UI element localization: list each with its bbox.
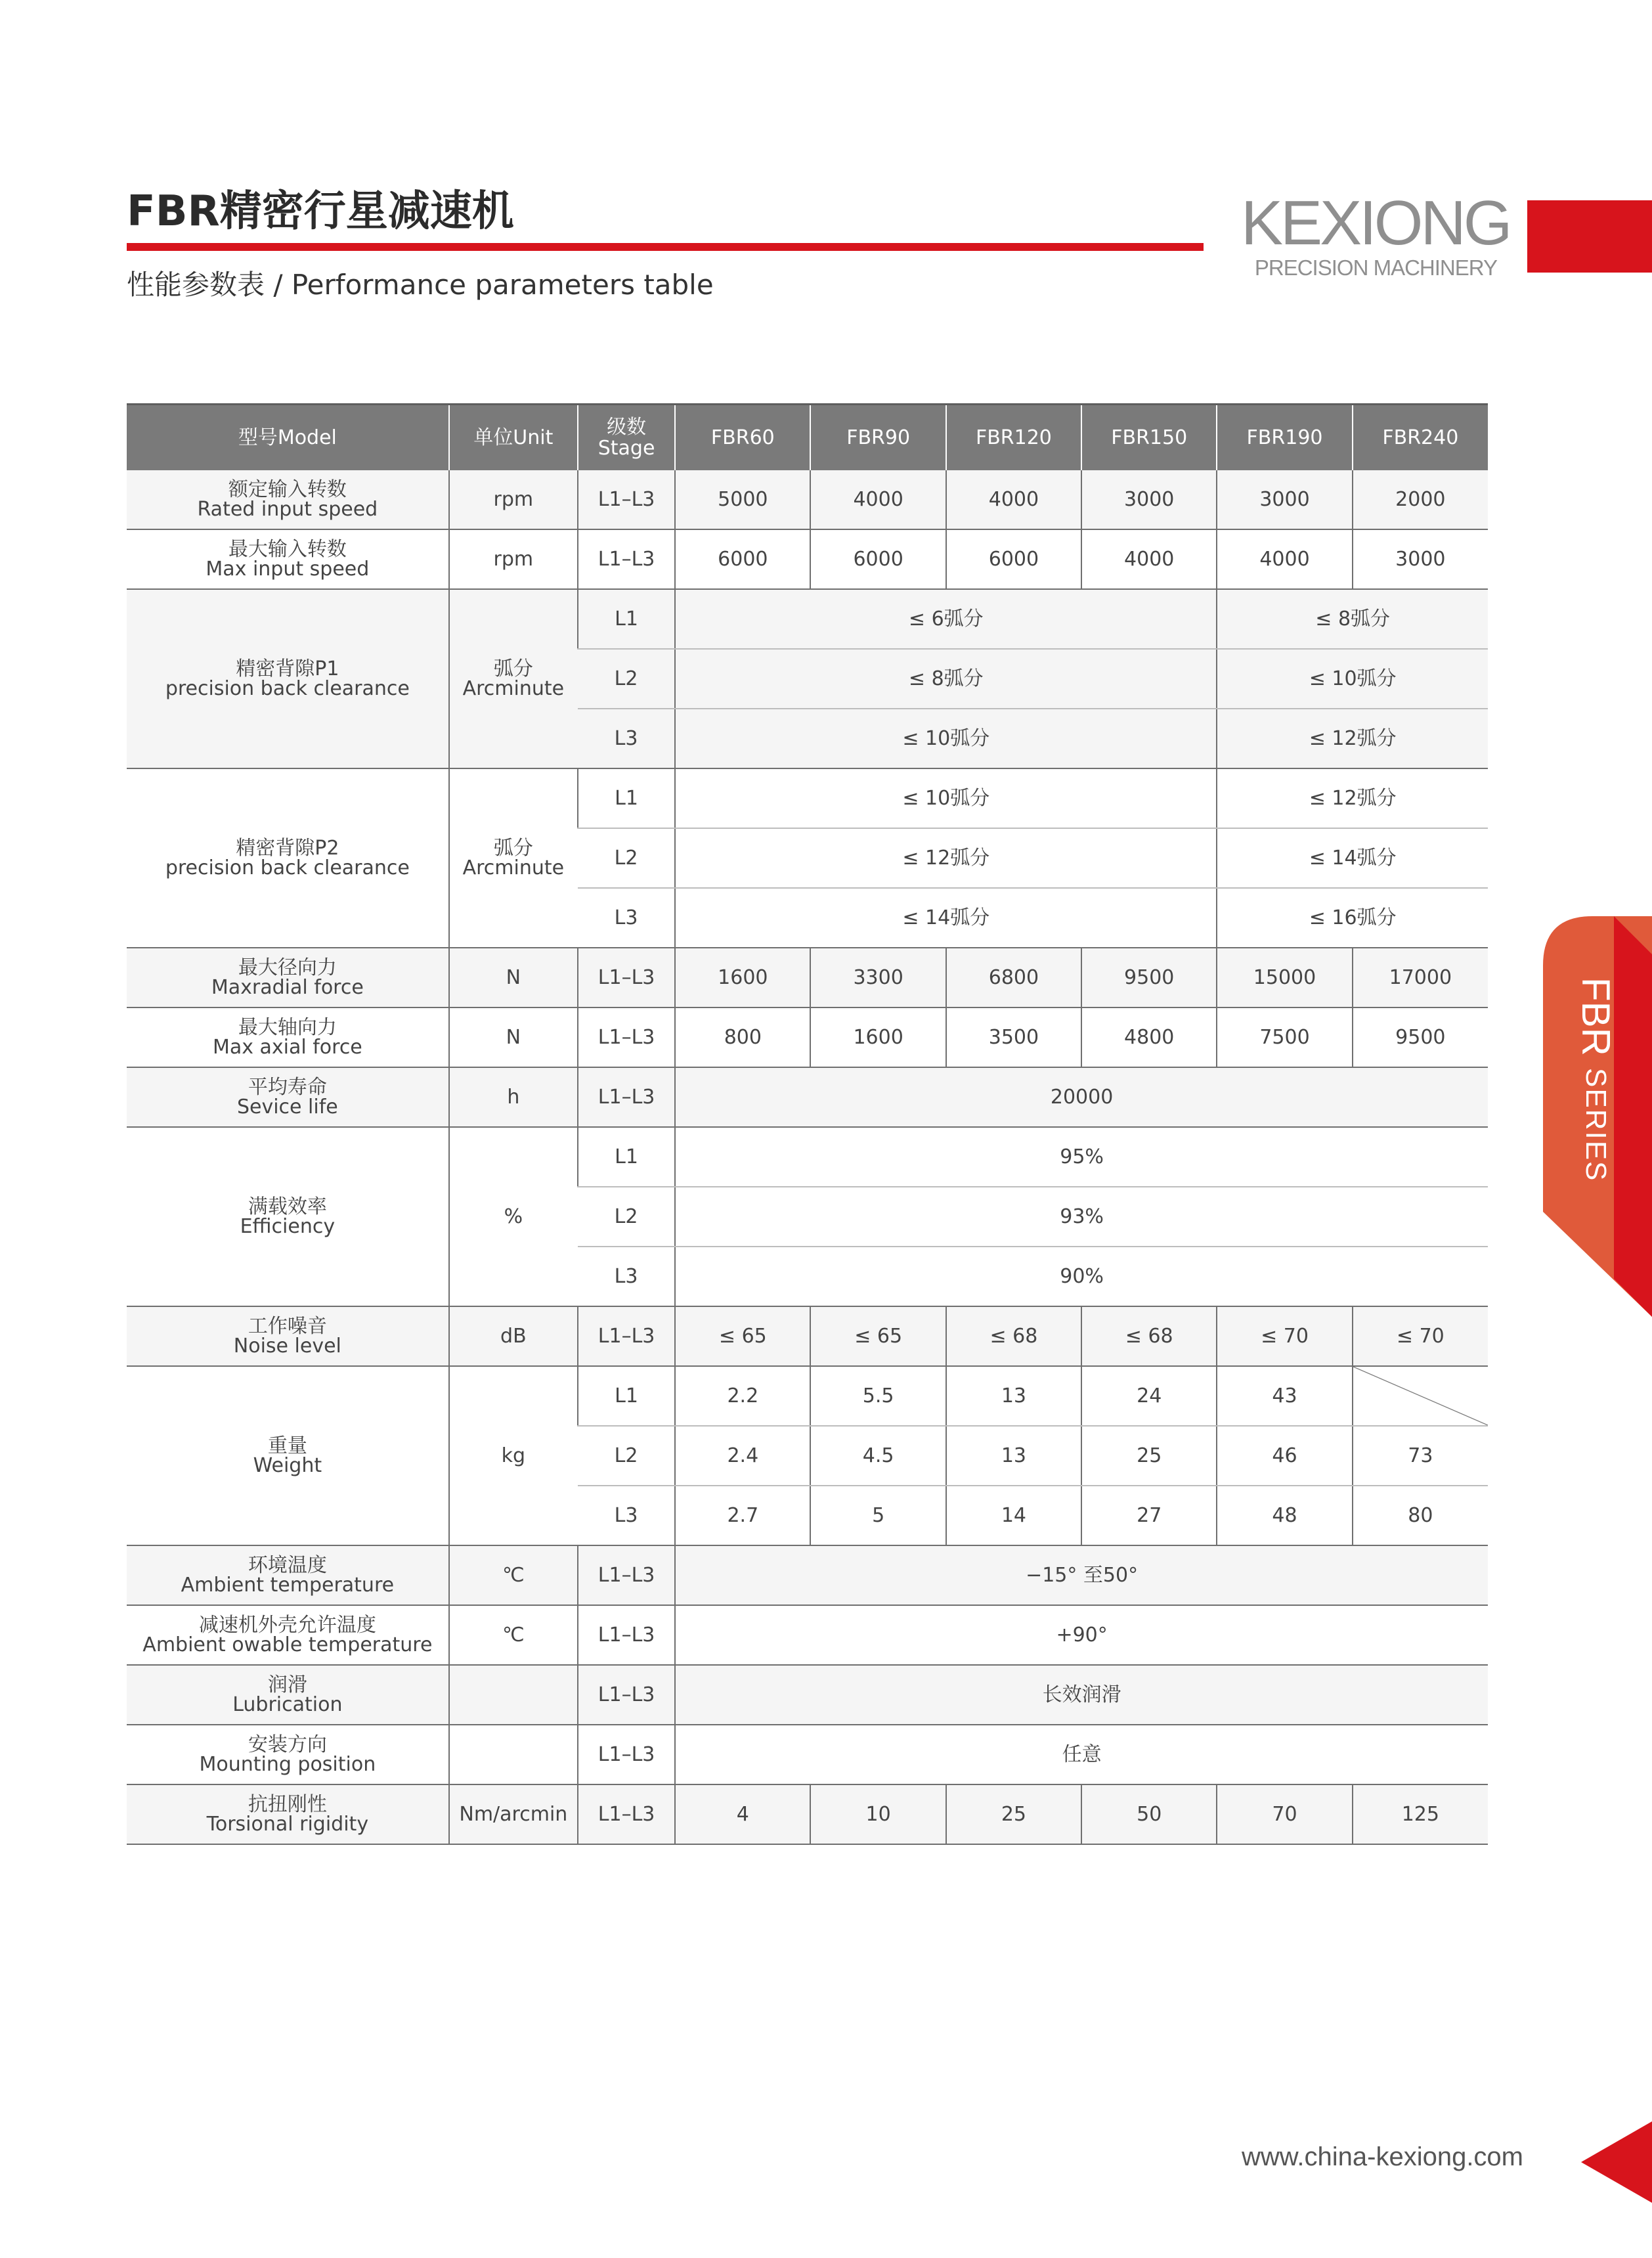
value-cell: ≤ 10弧分	[675, 768, 1217, 828]
value-cell: 93%	[675, 1187, 1488, 1247]
value-cell: 9500	[1353, 1007, 1488, 1067]
value-cell: 27	[1081, 1486, 1217, 1545]
stage-cell: L3	[578, 888, 675, 948]
unit-cell: ℃	[449, 1545, 578, 1605]
col-header-model: 型号Model	[127, 405, 449, 471]
value-cell: 4	[675, 1784, 810, 1844]
value-cell: 4800	[1081, 1007, 1217, 1067]
value-cell: ≤ 6弧分	[675, 589, 1217, 649]
value-cell: 43	[1217, 1366, 1352, 1426]
unit-cell: 弧分 Arcminute	[449, 768, 578, 948]
value-cell: 3000	[1217, 470, 1352, 529]
value-cell: 9500	[1081, 948, 1217, 1007]
table-row	[127, 470, 1488, 529]
value-cell: 4000	[946, 470, 1081, 529]
stage-cell: L1–L3	[578, 1545, 675, 1605]
stage-cell: L1–L3	[578, 1067, 675, 1127]
value-cell: 2.7	[675, 1486, 810, 1545]
page-subtitle: 性能参数表 / Performance parameters table	[127, 269, 714, 301]
param-label: 满载效率 Efficiency	[127, 1127, 449, 1306]
stage-cell: L1–L3	[578, 948, 675, 1007]
value-cell: 1600	[810, 1007, 946, 1067]
table-row	[127, 1725, 1488, 1784]
unit-cell: N	[449, 1007, 578, 1067]
value-cell: 3500	[946, 1007, 1081, 1067]
stage-cell: L1–L3	[578, 1784, 675, 1844]
unit-cell: dB	[449, 1306, 578, 1366]
table-row	[127, 1366, 1488, 1426]
performance-table	[127, 403, 1488, 1845]
col-header-fbr60: FBR60	[675, 405, 810, 471]
value-cell: ≤ 70	[1217, 1306, 1352, 1366]
col-header-fbr90: FBR90	[810, 405, 946, 471]
value-cell: 15000	[1217, 948, 1352, 1007]
param-label: 润滑 Lubrication	[127, 1665, 449, 1725]
value-cell: ≤ 65	[810, 1306, 946, 1366]
value-cell: 125	[1353, 1784, 1488, 1844]
series-tab-main: FBR	[1574, 977, 1618, 1056]
unit-cell: %	[449, 1127, 578, 1306]
table-row	[127, 1545, 1488, 1605]
value-cell: ≤ 12弧分	[1217, 768, 1488, 828]
value-cell: 4.5	[810, 1426, 946, 1486]
value-cell: 25	[1081, 1426, 1217, 1486]
param-label: 抗扭刚性 Torsional rigidity	[127, 1784, 449, 1844]
table-header-row	[127, 405, 1488, 471]
unit-cell: ℃	[449, 1605, 578, 1665]
corner-accent-block	[1527, 200, 1652, 273]
value-cell: 4000	[1081, 529, 1217, 589]
value-cell: 2.2	[675, 1366, 810, 1426]
value-cell: 5000	[675, 470, 810, 529]
value-cell: 长效润滑	[675, 1665, 1488, 1725]
value-cell: 任意	[675, 1725, 1488, 1784]
unit-cell: 弧分 Arcminute	[449, 589, 578, 768]
param-label: 最大径向力 Maxradial force	[127, 948, 449, 1007]
stage-cell: L1–L3	[578, 1605, 675, 1665]
col-header-unit: 单位Unit	[449, 405, 578, 471]
value-cell: 2.4	[675, 1426, 810, 1486]
stage-cell: L1–L3	[578, 1007, 675, 1067]
value-cell: ≤ 14弧分	[1217, 828, 1488, 888]
value-cell: 800	[675, 1007, 810, 1067]
value-cell: 2000	[1353, 470, 1488, 529]
value-cell: 70	[1217, 1784, 1352, 1844]
brand-logo: KEXIONG	[1241, 188, 1510, 258]
table-row	[127, 529, 1488, 589]
value-cell: 20000	[675, 1067, 1488, 1127]
value-cell: 13	[946, 1366, 1081, 1426]
stage-cell: L1–L3	[578, 470, 675, 529]
param-label: 精密背隙P1 precision back clearance	[127, 589, 449, 768]
param-label: 最大输入转数 Max input speed	[127, 529, 449, 589]
value-cell: 13	[946, 1426, 1081, 1486]
col-header-stage: 级数Stage	[578, 405, 675, 471]
series-tab-sub: SERIES	[1580, 1068, 1612, 1182]
stage-cell: L2	[578, 1187, 675, 1247]
title-underline	[127, 243, 1204, 251]
not-applicable-cell	[1353, 1366, 1488, 1426]
unit-cell: rpm	[449, 470, 578, 529]
param-label: 重量 Weight	[127, 1366, 449, 1545]
value-cell: 1600	[675, 948, 810, 1007]
unit-cell: h	[449, 1067, 578, 1127]
value-cell: 5	[810, 1486, 946, 1545]
value-cell: ≤ 14弧分	[675, 888, 1217, 948]
brand-tagline: PRECISION MACHINERY	[1254, 255, 1497, 280]
value-cell: 6000	[946, 529, 1081, 589]
table-row	[127, 1784, 1488, 1844]
table-row	[127, 1007, 1488, 1067]
value-cell: ≤ 12弧分	[675, 828, 1217, 888]
unit-cell	[449, 1665, 578, 1725]
value-cell: 48	[1217, 1486, 1352, 1545]
value-cell: ≤ 10弧分	[1217, 649, 1488, 709]
value-cell: 4000	[810, 470, 946, 529]
value-cell: ≤ 8弧分	[1217, 589, 1488, 649]
series-tab	[1575, 977, 1617, 1182]
table-row	[127, 1665, 1488, 1725]
param-label: 平均寿命 Sevice life	[127, 1067, 449, 1127]
value-cell: ≤ 10弧分	[675, 709, 1217, 768]
unit-cell: kg	[449, 1366, 578, 1545]
value-cell: 17000	[1353, 948, 1488, 1007]
value-cell: 6000	[675, 529, 810, 589]
stage-cell: L1–L3	[578, 1725, 675, 1784]
value-cell: 50	[1081, 1784, 1217, 1844]
value-cell: 14	[946, 1486, 1081, 1545]
value-cell: ≤ 70	[1353, 1306, 1488, 1366]
value-cell: ≤ 68	[946, 1306, 1081, 1366]
value-cell: 24	[1081, 1366, 1217, 1426]
value-cell: ≤ 12弧分	[1217, 709, 1488, 768]
col-header-fbr120: FBR120	[946, 405, 1081, 471]
value-cell: −15° 至50°	[675, 1545, 1488, 1605]
unit-cell: N	[449, 948, 578, 1007]
value-cell: 80	[1353, 1486, 1488, 1545]
value-cell: +90°	[675, 1605, 1488, 1665]
table-row	[127, 1306, 1488, 1366]
value-cell: 7500	[1217, 1007, 1352, 1067]
value-cell: 10	[810, 1784, 946, 1844]
unit-cell: rpm	[449, 529, 578, 589]
footer-url: www.china-kexiong.com	[1241, 2142, 1523, 2171]
stage-cell: L3	[578, 1247, 675, 1306]
value-cell: ≤ 68	[1081, 1306, 1217, 1366]
table-row	[127, 1605, 1488, 1665]
unit-cell	[449, 1725, 578, 1784]
table-row	[127, 1067, 1488, 1127]
table-row	[127, 589, 1488, 649]
value-cell: ≤ 8弧分	[675, 649, 1217, 709]
value-cell: 90%	[675, 1247, 1488, 1306]
stage-cell: L2	[578, 1426, 675, 1486]
stage-cell: L3	[578, 1486, 675, 1545]
value-cell: 3000	[1081, 470, 1217, 529]
value-cell: 6800	[946, 948, 1081, 1007]
col-header-fbr240: FBR240	[1353, 405, 1488, 471]
stage-cell: L1	[578, 768, 675, 828]
page-title: FBR精密行星减速机	[127, 187, 514, 236]
value-cell: 25	[946, 1784, 1081, 1844]
param-label: 环境温度 Ambient temperature	[127, 1545, 449, 1605]
value-cell: 5.5	[810, 1366, 946, 1426]
col-header-fbr190: FBR190	[1217, 405, 1352, 471]
value-cell: 73	[1353, 1426, 1488, 1486]
param-label: 精密背隙P2 precision back clearance	[127, 768, 449, 948]
value-cell: 46	[1217, 1426, 1352, 1486]
table-row	[127, 948, 1488, 1007]
value-cell: 6000	[810, 529, 946, 589]
stage-cell: L1	[578, 1127, 675, 1187]
stage-cell: L1–L3	[578, 1665, 675, 1725]
stage-cell: L2	[578, 649, 675, 709]
page-corner-arrow	[1581, 2121, 1652, 2203]
stage-cell: L1–L3	[578, 529, 675, 589]
stage-cell: L1	[578, 589, 675, 649]
stage-cell: L3	[578, 709, 675, 768]
param-label: 最大轴向力 Max axial force	[127, 1007, 449, 1067]
unit-cell: Nm/arcmin	[449, 1784, 578, 1844]
value-cell: ≤ 16弧分	[1217, 888, 1488, 948]
param-label: 安装方向 Mounting position	[127, 1725, 449, 1784]
col-header-fbr150: FBR150	[1081, 405, 1217, 471]
table-row	[127, 768, 1488, 828]
stage-cell: L1	[578, 1366, 675, 1426]
stage-cell: L2	[578, 828, 675, 888]
value-cell: ≤ 65	[675, 1306, 810, 1366]
value-cell: 3300	[810, 948, 946, 1007]
value-cell: 4000	[1217, 529, 1352, 589]
param-label: 工作噪音 Noise level	[127, 1306, 449, 1366]
stage-cell: L1–L3	[578, 1306, 675, 1366]
value-cell: 3000	[1353, 529, 1488, 589]
param-label: 额定输入转数 Rated input speed	[127, 470, 449, 529]
value-cell: 95%	[675, 1127, 1488, 1187]
table-row	[127, 1127, 1488, 1187]
param-label: 减速机外壳允许温度 Ambient owable temperature	[127, 1605, 449, 1665]
